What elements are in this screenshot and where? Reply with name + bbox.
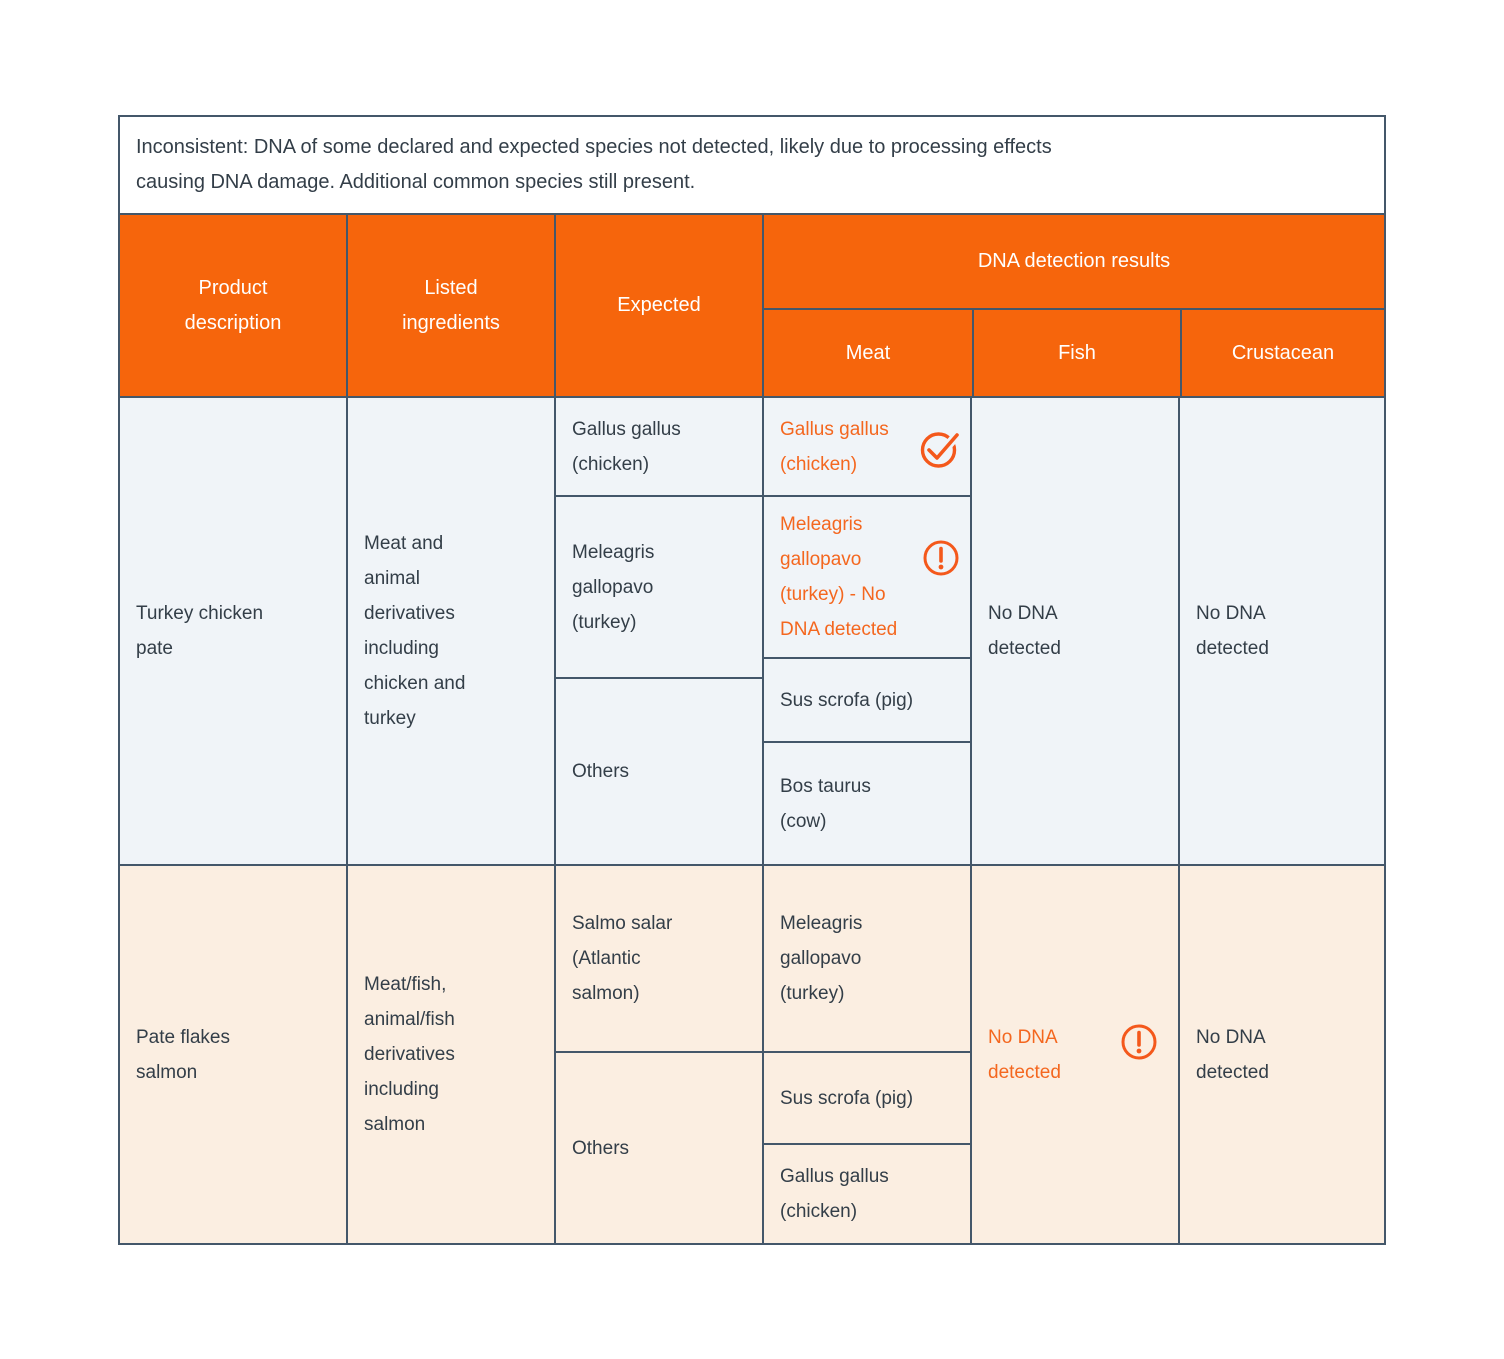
expected-cell [556,398,762,495]
fish-result-value: No DNA detected [988,603,1061,659]
header-dna-detection-results [764,215,1384,310]
listed-ingredients-value: Meat and animal derivatives including chicken and turkey [364,533,466,729]
meat-result-cell [764,657,970,741]
meat-result-value: Bos taurus (cow) [780,775,871,832]
header-product-description-label: Product description [184,276,282,334]
product-description-value: Turkey chicken pate [136,603,264,659]
expected-value: Others [572,1137,630,1159]
expected-cell [556,677,762,864]
listed-ingredients-value: Meat/fish, animal/fish derivatives including salmon [364,974,455,1135]
header-product-description [120,215,346,396]
meat-result-value: Gallus gallus (chicken) [780,418,889,475]
table-row-turkey-chicken-pate [120,398,1384,864]
meat-result-cell-group [762,398,970,864]
meat-result-value: Gallus gallus (chicken) [780,1166,889,1222]
meat-result-cell [764,741,970,864]
header-fish-label: Fish [1058,341,1096,364]
header-crustacean [1180,310,1384,396]
product-description-cell [120,398,346,864]
meat-result-cell [764,495,970,657]
crustacean-result-cell [1178,398,1384,864]
header-dna-subcolumns [764,310,1384,396]
meat-result-cell [764,866,970,1051]
fish-result-cell [970,866,1178,1243]
product-description-value: Pate flakes salmon [136,1026,230,1083]
fish-result-value: No DNA detected [988,1026,1061,1083]
listed-ingredients-cell [346,398,554,864]
warning-circle-icon [1118,1021,1160,1063]
header-crustacean-label: Crustacean [1231,341,1335,364]
crustacean-result-value: No DNA detected [1196,1026,1269,1083]
warning-circle-icon [920,537,962,579]
header-dna-detection-results-group [762,215,1384,396]
note-line-1: Inconsistent: DNA of some declared and expected species not detected, likely due to processing effects [136,136,1052,158]
meat-result-cell-group [762,866,970,1243]
header-fish [972,310,1180,396]
crustacean-result-value: No DNA detected [1196,603,1269,659]
header-listed-ingredients-label: Listed ingredients [402,276,500,334]
check-circle-icon [918,425,964,471]
fish-result-cell [970,398,1178,864]
product-description-cell [120,866,346,1243]
crustacean-result-cell [1178,866,1384,1243]
meat-result-value: Sus scrofa (pig) [780,1087,914,1109]
meat-result-value: Sus scrofa (pig) [780,689,914,711]
meat-result-cell [764,398,970,495]
expected-value: Salmo salar (Atlantic salmon) [572,913,673,1004]
expected-value: Meleagris gallopavo (turkey) [572,541,655,633]
header-expected [554,215,762,396]
dna-results-table [118,215,1386,1245]
header-expected-label: Expected [617,294,701,316]
header-meat-label: Meat [845,341,891,364]
note-box [118,115,1386,215]
meat-result-cell [764,1051,970,1143]
expected-cell [556,495,762,677]
expected-value: Others [572,761,630,782]
expected-cell [556,866,762,1051]
table-row-pate-flakes-salmon [120,864,1384,1243]
expected-cell-group [554,866,762,1243]
table-header-row [120,215,1384,398]
note-line-2: causing DNA damage. Additional common species still present. [136,171,696,193]
meat-result-value: Meleagris gallopavo (turkey) [780,913,863,1004]
listed-ingredients-cell [346,866,554,1243]
expected-cell [556,1051,762,1243]
meat-result-value: Meleagris gallopavo (turkey) - No DNA detected [780,514,898,640]
header-listed-ingredients [346,215,554,396]
expected-cell-group [554,398,762,864]
header-dna-detection-results-label: DNA detection results [977,250,1171,272]
content-area [118,115,1386,1245]
meat-result-cell [764,1143,970,1243]
header-meat [764,310,972,396]
expected-value: Gallus gallus (chicken) [572,418,681,475]
